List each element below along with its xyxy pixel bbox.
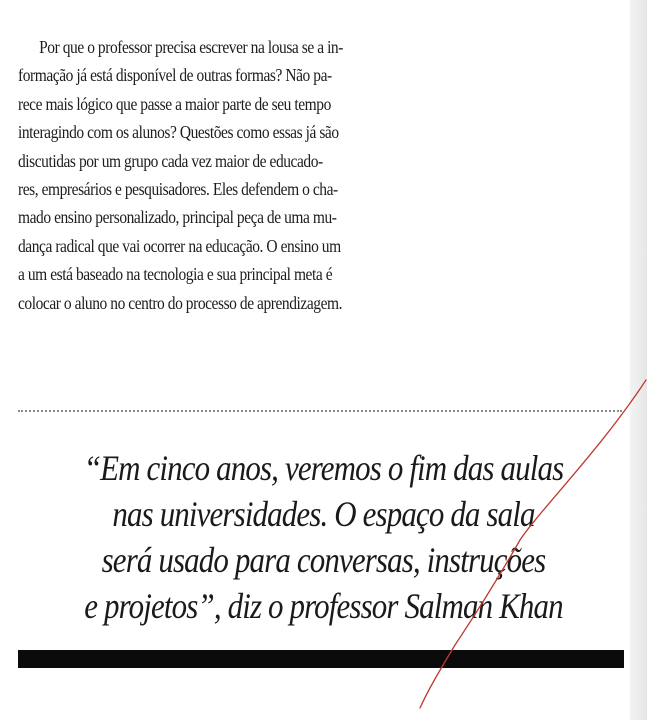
- body-line: rece mais lógico que passe a maior parte de seu tempo: [18, 93, 331, 114]
- pull-quote: [0, 445, 647, 629]
- body-line: Por que o professor precisa escrever na lousa se a in-: [39, 37, 343, 57]
- body-line: a um está baseado na tecnologia e sua principal meta é: [18, 264, 333, 285]
- heavy-black-rule: [18, 650, 624, 668]
- body-line: interagindo com os alunos? Questões como essas já são: [18, 122, 339, 143]
- pull-quote-line: “Em cinco anos, veremos o fim das aulas: [83, 448, 564, 488]
- dotted-divider: [18, 410, 622, 412]
- pull-quote-line: nas universidades. O espaço da sala: [112, 494, 535, 534]
- article-body: [18, 33, 419, 317]
- body-line: colocar o aluno no centro do processo de aprendizagem.: [18, 292, 343, 313]
- body-line: formação já está disponível de outras formas? Não pa-: [18, 65, 332, 86]
- body-line: mado ensino personalizado, principal peça de uma mu-: [18, 207, 337, 228]
- body-line: dança radical que vai ocorrer na educação. O ensino um: [18, 235, 341, 256]
- pull-quote-line: e projetos”, diz o professor Salman Khan: [84, 586, 563, 626]
- pull-quote-line: será usado para conversas, instruções: [101, 540, 546, 580]
- body-line: discutidas por um grupo cada vez maior de educado-: [18, 150, 323, 171]
- body-line: res, empresários e pesquisadores. Eles defendem o cha-: [18, 179, 338, 200]
